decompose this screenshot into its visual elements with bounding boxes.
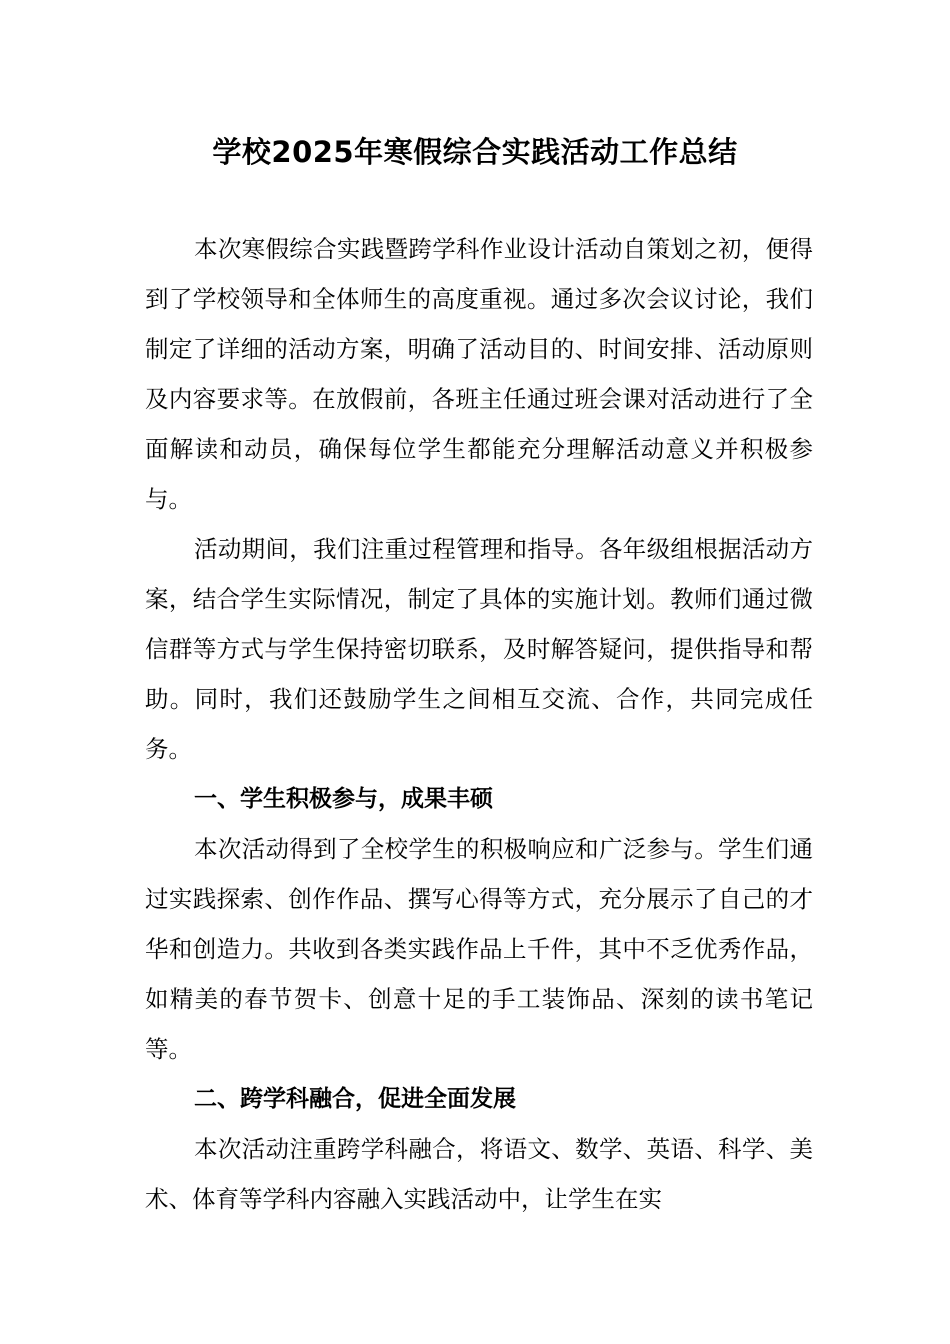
paragraph-intro: 本次寒假综合实践暨跨学科作业设计活动自策划之初，便得到了学校领导和全体师生的高度重视。通过多次会议讨论，我们制定了详细的活动方案，明确了活动目的、时间安排、活动原则及内容要求等。在放假前，各班主任通过班会课对活动进行了全面解读和动员，确保每位学生都能充分理解活动意义并积极参与。: [145, 235, 813, 513]
document-title: 学校2025年寒假综合实践活动工作总结: [212, 135, 738, 169]
paragraph-section-1: 本次活动得到了全校学生的积极响应和广泛参与。学生们通过实践探索、创作作品、撰写心得等方式，充分展示了自己的才华和创造力。共收到各类实践作品上千件，其中不乏优秀作品，如精美的春节贺卡、创意十足的手工装饰品、深刻的读书笔记等。: [145, 835, 813, 1063]
paragraph-process: 活动期间，我们注重过程管理和指导。各年级组根据活动方案，结合学生实际情况，制定了具体的实施计划。教师们通过微信群等方式与学生保持密切联系，及时解答疑问，提供指导和帮助。同时，我们还鼓励学生之间相互交流、合作，共同完成任务。: [145, 535, 813, 763]
document-body: [145, 224, 813, 1224]
section-heading-1: 一、学生积极参与，成果丰硕: [194, 786, 493, 812]
paragraph-section-2: 本次活动注重跨学科融合，将语文、数学、英语、科学、美术、体育等学科内容融入实践活动中，让学生在实: [145, 1135, 813, 1213]
section-heading-2: 二、跨学科融合，促进全面发展: [194, 1086, 516, 1112]
